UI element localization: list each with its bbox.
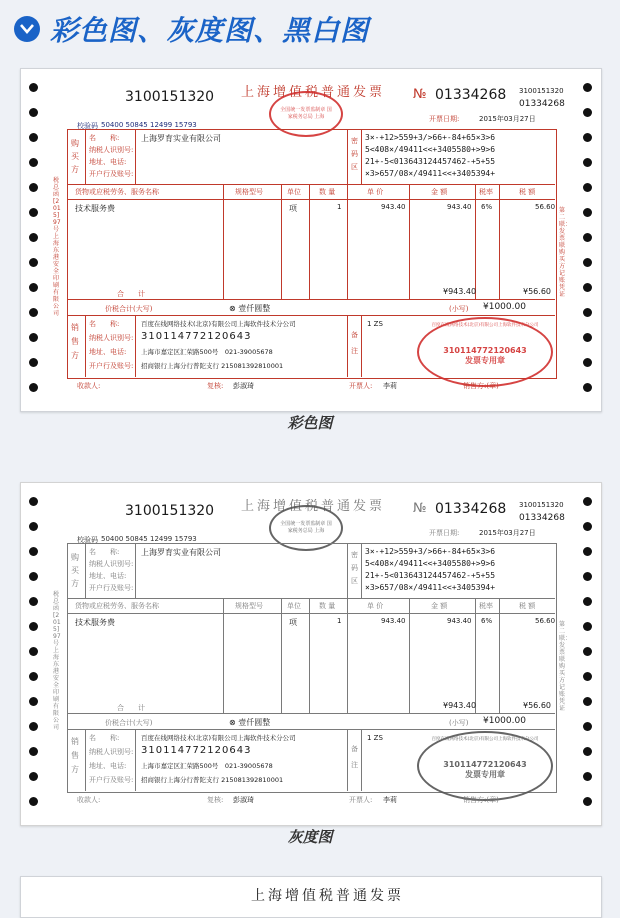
feed-hole: [29, 497, 38, 506]
buyer-name: 上海罗育实业有限公司: [141, 548, 221, 557]
col-header-tax: 税 额: [519, 188, 536, 196]
feed-hole: [583, 647, 592, 656]
col-header-unit: 单位: [287, 188, 301, 196]
password-line-2: 5<408×/49411<<+3405580+>9>6: [365, 559, 496, 568]
feed-hole: [583, 233, 592, 242]
password-line-1: 3×-+12>559+3/>66+-84+65×3>6: [365, 547, 496, 556]
col-header-spec: 规格型号: [235, 188, 263, 196]
seller-address: 上海市嘉定区汇荣路500号 021-39005678: [141, 348, 273, 356]
feed-hole: [29, 722, 38, 731]
seller-field-address: 地址、电话:: [89, 348, 127, 356]
feed-hole: [583, 622, 592, 631]
invoice-gray-panel: [20, 482, 602, 826]
feed-hole: [29, 333, 38, 342]
reviewer: 彭淑琦: [233, 382, 254, 390]
caption-color: 彩色图: [287, 414, 333, 432]
total-tax: ¥56.60: [523, 701, 551, 710]
buyer-label: 购买方: [71, 553, 79, 588]
feed-hole: [29, 208, 38, 217]
check-code: 50400 50845 12499 15793: [101, 121, 197, 129]
caption-gray: 灰度图: [287, 828, 333, 846]
supervision-seal: 全国统一发票监制章 国家税务总局 上海: [269, 505, 343, 551]
item-rate: 6%: [481, 203, 493, 211]
buyer-label: 购买方: [71, 139, 79, 174]
feed-hole: [29, 158, 38, 167]
feed-hole: [583, 208, 592, 217]
payee-label: 收款人:: [77, 382, 101, 390]
col-header-unit: 单位: [287, 602, 301, 610]
seller-sign-label: 销售方:(章): [463, 796, 499, 804]
feed-hole: [583, 797, 592, 806]
feed-hole: [583, 133, 592, 142]
feed-hole: [29, 133, 38, 142]
sum-small-label: (小写): [449, 305, 469, 313]
feed-hole: [583, 333, 592, 342]
buyer-field-address: 地址、电话:: [89, 572, 127, 580]
feed-hole: [29, 572, 38, 581]
seller-label: 销售方: [71, 737, 79, 774]
seller-field-address: 地址、电话:: [89, 762, 127, 770]
buyer-name: 上海罗育实业有限公司: [141, 134, 221, 143]
invoice-date: 2015年03月27日: [479, 529, 536, 537]
feed-hole: [583, 572, 592, 581]
password-line-2: 5<408×/49411<<+3405580+>9>6: [365, 145, 496, 154]
remark-label: 备注: [351, 331, 358, 355]
feed-hole: [583, 383, 592, 392]
feed-hole: [29, 622, 38, 631]
password-line-1: 3×-+12>559+3/>66+-84+65×3>6: [365, 133, 496, 142]
invoice-number: 01334268: [435, 501, 507, 517]
sum-label: 价税合计(大写): [105, 719, 153, 727]
feed-hole: [29, 183, 38, 192]
item-amount: 943.40: [447, 617, 472, 625]
feed-hole: [29, 697, 38, 706]
total-amount: ¥943.40: [443, 287, 477, 296]
invoice-no-label: №: [413, 87, 427, 102]
password-line-3: 21+-5<013643124457462-+5+55: [365, 157, 496, 166]
item-unit: 项: [289, 204, 297, 213]
feed-hole: [29, 597, 38, 606]
sum-small: ¥1000.00: [483, 302, 526, 312]
company-invoice-seal: 百度在线网络技术(北京)有限公司上海软件技术分公司 310114772120643 发票专用章: [417, 731, 553, 801]
item-unit: 项: [289, 618, 297, 627]
col-header-name: 货物或应税劳务、服务名称: [75, 602, 159, 610]
chevron-down-icon: [14, 16, 40, 42]
feed-hole: [583, 772, 592, 781]
buyer-field-address: 地址、电话:: [89, 158, 127, 166]
seller-field-bank: 开户行及账号:: [89, 362, 134, 370]
seller-field-taxid: 纳税人识别号:: [89, 748, 134, 756]
feed-hole: [29, 83, 38, 92]
item-name: 技术服务费: [75, 618, 115, 627]
item-tax: 56.60: [535, 203, 556, 211]
seller-tax-id: 310114772120643: [141, 331, 252, 342]
sum-words: ⊗ 壹仟圆整: [229, 304, 271, 313]
feed-holes-right: [583, 69, 593, 411]
feed-hole: [583, 497, 592, 506]
feed-holes-right: [583, 483, 593, 825]
company-invoice-seal: 百度在线网络技术(北京)有限公司上海软件技术分公司 310114772120643 发票专用章: [417, 317, 553, 387]
drawer-label: 开票人:: [349, 796, 373, 804]
invoice-code-small: 3100151320: [519, 501, 564, 509]
col-header-name: 货物或应税劳务、服务名称: [75, 188, 159, 196]
invoice-code: 3100151320: [125, 89, 215, 105]
invoice-title: 上海增值税普通发票: [241, 499, 386, 514]
item-amount: 943.40: [447, 203, 472, 211]
feed-hole: [29, 258, 38, 267]
buyer-field-bank: 开户行及账号:: [89, 170, 134, 178]
side-text-right: 第二联：发票联 购买方记账凭证: [559, 621, 572, 712]
invoice-code: 3100151320: [125, 503, 215, 519]
item-price: 943.40: [381, 617, 406, 625]
feed-hole: [583, 283, 592, 292]
remark-label: 备注: [351, 745, 358, 769]
buyer-field-bank: 开户行及账号:: [89, 584, 134, 592]
seller-field-name: 名 称:: [89, 320, 120, 328]
feed-hole: [583, 158, 592, 167]
buyer-field-taxid: 纳税人识别号:: [89, 146, 134, 154]
feed-hole: [29, 672, 38, 681]
drawer: 李莉: [383, 796, 397, 804]
password-label: 密码区: [351, 137, 358, 171]
side-text-left: 税总函[2015]97号上海东港安全印刷有限公司: [53, 591, 61, 731]
feed-hole: [29, 747, 38, 756]
total-amount: ¥943.40: [443, 701, 477, 710]
feed-hole: [29, 233, 38, 242]
invoice-number-small: 01334268: [519, 99, 565, 109]
sum-label: 价税合计(大写): [105, 305, 153, 313]
total-label: 合 计: [117, 704, 145, 712]
seller-name: 百度在线网络技术(北京)有限公司上海软件技术分公司: [141, 320, 296, 328]
invoice-number: 01334268: [435, 87, 507, 103]
seller-bank: 招商银行上海分行普陀支行 215081392810001: [141, 362, 284, 370]
feed-hole: [29, 108, 38, 117]
col-header-rate: 税率: [479, 188, 493, 196]
feed-hole: [583, 83, 592, 92]
total-tax: ¥56.60: [523, 287, 551, 296]
sum-words: ⊗ 壹仟圆整: [229, 718, 271, 727]
feed-hole: [29, 283, 38, 292]
item-price: 943.40: [381, 203, 406, 211]
invoice-bw-panel: [20, 876, 602, 918]
password-line-4: ×3>657/08×/49411<<+3405394+: [365, 169, 496, 178]
feed-hole: [29, 522, 38, 531]
seller-bank: 招商银行上海分行普陀支行 215081392810001: [141, 776, 284, 784]
reviewer-label: 复核:: [207, 382, 224, 390]
seller-label: 销售方: [71, 323, 79, 360]
payee-label: 收款人:: [77, 796, 101, 804]
check-code: 50400 50845 12499 15793: [101, 535, 197, 543]
date-label: 开票日期:: [429, 529, 460, 537]
feed-hole: [583, 308, 592, 317]
seller-tax-id: 310114772120643: [141, 745, 252, 756]
drawer: 李莉: [383, 382, 397, 390]
side-text-left: 税总函[2015]97号上海东港安全印刷有限公司: [53, 177, 61, 317]
feed-hole: [29, 647, 38, 656]
feed-holes-left: [29, 69, 39, 411]
drawer-label: 开票人:: [349, 382, 373, 390]
invoice-color-panel: [20, 68, 602, 412]
sum-small: ¥1000.00: [483, 716, 526, 726]
page-title: 彩色图、灰度图、黑白图: [50, 14, 370, 47]
feed-hole: [583, 547, 592, 556]
feed-hole: [583, 358, 592, 367]
invoice-date: 2015年03月27日: [479, 115, 536, 123]
seller-address: 上海市嘉定区汇荣路500号 021-39005678: [141, 762, 273, 770]
feed-hole: [583, 722, 592, 731]
buyer-field-taxid: 纳税人识别号:: [89, 560, 134, 568]
col-header-price: 单 价: [367, 188, 384, 196]
feed-hole: [583, 183, 592, 192]
feed-hole: [583, 747, 592, 756]
feed-hole: [583, 597, 592, 606]
col-header-rate: 税率: [479, 602, 493, 610]
feed-hole: [29, 772, 38, 781]
col-header-price: 单 价: [367, 602, 384, 610]
col-header-spec: 规格型号: [235, 602, 263, 610]
buyer-field-name: 名 称:: [89, 548, 120, 556]
item-name: 技术服务费: [75, 204, 115, 213]
check-code-label: 校验码: [77, 536, 98, 544]
invoice-number-small: 01334268: [519, 513, 565, 523]
password-line-4: ×3>657/08×/49411<<+3405394+: [365, 583, 496, 592]
invoice-title: 上海增值税普通发票: [241, 85, 386, 100]
reviewer-label: 复核:: [207, 796, 224, 804]
seller-field-name: 名 称:: [89, 734, 120, 742]
supervision-seal: 全国统一发票监制章 国家税务总局 上海: [269, 91, 343, 137]
invoice-no-label: №: [413, 501, 427, 516]
feed-hole: [29, 308, 38, 317]
item-qty: 1: [337, 617, 342, 625]
page-header: [0, 0, 620, 58]
item-rate: 6%: [481, 617, 493, 625]
item-tax: 56.60: [535, 617, 556, 625]
col-header-qty: 数 量: [319, 188, 336, 196]
total-label: 合 计: [117, 290, 145, 298]
col-header-amount: 金 额: [431, 188, 448, 196]
col-header-amount: 金 额: [431, 602, 448, 610]
buyer-field-name: 名 称:: [89, 134, 120, 142]
remark-text: 1 ZS: [367, 320, 383, 328]
reviewer: 彭淑琦: [233, 796, 254, 804]
col-header-tax: 税 额: [519, 602, 536, 610]
feed-hole: [583, 108, 592, 117]
item-qty: 1: [337, 203, 342, 211]
invoice-title-partial: 上海增值税普通发票: [251, 888, 404, 904]
feed-holes-left: [29, 483, 39, 825]
feed-hole: [583, 697, 592, 706]
feed-hole: [29, 358, 38, 367]
feed-hole: [29, 547, 38, 556]
seller-name: 百度在线网络技术(北京)有限公司上海软件技术分公司: [141, 734, 296, 742]
col-header-qty: 数 量: [319, 602, 336, 610]
seller-field-taxid: 纳税人识别号:: [89, 334, 134, 342]
invoice-code-small: 3100151320: [519, 87, 564, 95]
remark-text: 1 ZS: [367, 734, 383, 742]
password-label: 密码区: [351, 551, 358, 585]
check-code-label: 校验码: [77, 122, 98, 130]
seller-sign-label: 销售方:(章): [463, 382, 499, 390]
feed-hole: [583, 672, 592, 681]
password-line-3: 21+-5<013643124457462-+5+55: [365, 571, 496, 580]
feed-hole: [29, 797, 38, 806]
date-label: 开票日期:: [429, 115, 460, 123]
side-text-right: 第二联：发票联 购买方记账凭证: [559, 207, 572, 298]
seller-field-bank: 开户行及账号:: [89, 776, 134, 784]
feed-hole: [583, 522, 592, 531]
feed-hole: [29, 383, 38, 392]
feed-hole: [583, 258, 592, 267]
sum-small-label: (小写): [449, 719, 469, 727]
